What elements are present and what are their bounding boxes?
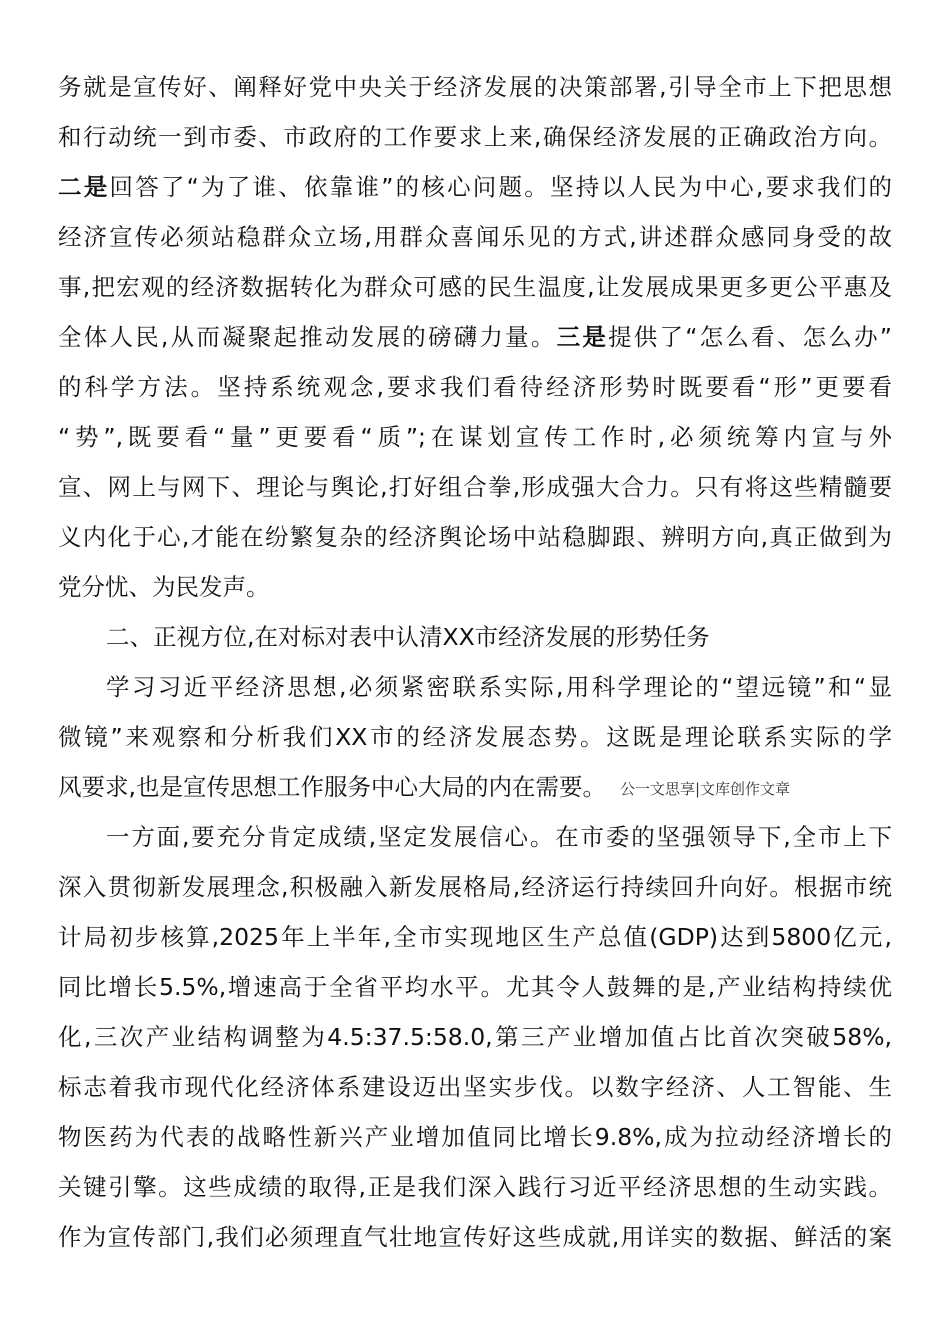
- paragraph-text: 全体人民,从而凝聚起推动发展的磅礴力量。: [58, 323, 557, 351]
- paragraph-line: 一方面,要充分肯定成绩,坚定发展信心。在市委的坚强领导下,全市上下: [106, 823, 892, 851]
- paragraph-line: 宣、网上与网下、理论与舆论,打好组合拳,形成强大合力。只有将这些精髓要: [58, 473, 892, 501]
- paragraph-line: 义内化于心,才能在纷繁复杂的经济舆论场中站稳脚跟、辨明方向,真正做到为: [58, 523, 892, 551]
- paragraph-line: 物医药为代表的战略性新兴产业增加值同比增长9.8%,成为拉动经济增长的: [58, 1123, 892, 1151]
- paragraph-text: 提供了“怎么看、怎么办”: [608, 323, 892, 351]
- paragraph-line: [58, 767, 892, 807]
- paragraph-line: 关键引擎。这些成绩的取得,正是我们深入践行习近平经济思想的生动实践。: [58, 1173, 892, 1201]
- bold-marker-two: 二是: [58, 173, 110, 201]
- paragraph-line: 标志着我市现代化经济体系建设迈出坚实步伐。以数字经济、人工智能、生: [58, 1073, 892, 1101]
- paragraph-line: 计局初步核算,2025年上半年,全市实现地区生产总值(GDP)达到5800亿元,: [58, 923, 892, 951]
- paragraph-line: 事,把宏观的经济数据转化为群众可感的民生温度,让发展成果更多更公平惠及: [58, 273, 892, 301]
- paragraph-line: 深入贯彻新发展理念,积极融入新发展格局,经济运行持续回升向好。根据市统: [58, 873, 892, 901]
- watermark-text: 公一文思享|文库创作文章: [619, 780, 791, 798]
- paragraph-line: 作为宣传部门,我们必须理直气壮地宣传好这些成就,用详实的数据、鲜活的案: [58, 1223, 892, 1251]
- paragraph-line: 同比增长5.5%,增速高于全省平均水平。尤其令人鼓舞的是,产业结构持续优: [58, 973, 892, 1001]
- paragraph-line: 经济宣传必须站稳群众立场,用群众喜闻乐见的方式,讲述群众感同身受的故: [58, 223, 892, 251]
- paragraph-line: 党分忧、为民发声。: [58, 573, 270, 601]
- paragraph-line: [58, 167, 892, 207]
- section-heading: 二、正视方位,在对标对表中认清XX市经济发展的形势任务: [106, 623, 710, 651]
- bold-marker-three: 三是: [556, 323, 609, 351]
- paragraph-line: 和行动统一到市委、市政府的工作要求上来,确保经济发展的正确政治方向。: [58, 123, 892, 151]
- paragraph-line: 化,三次产业结构调整为4.5:37.5:58.0,第三产业增加值占比首次突破58%,: [58, 1023, 892, 1051]
- paragraph-line: 微镜”来观察和分析我们XX市的经济发展态势。这既是理论联系实际的学: [58, 723, 892, 751]
- paragraph-text: 回答了“为了谁、依靠谁”的核心问题。坚持以人民为中心,要求我们的: [109, 173, 892, 201]
- paragraph-line: 的科学方法。坚持系统观念,要求我们看待经济形势时既要看“形”更要看: [58, 373, 892, 401]
- paragraph-line: “势”,既要看“量”更要看“质”;在谋划宣传工作时,必须统筹内宣与外: [58, 423, 892, 451]
- paragraph-line: [58, 317, 892, 357]
- paragraph-line: 务就是宣传好、阐释好党中央关于经济发展的决策部署,引导全市上下把思想: [58, 73, 892, 101]
- paragraph-line: 学习习近平经济思想,必须紧密联系实际,用科学理论的“望远镜”和“显: [106, 673, 892, 701]
- paragraph-text: 风要求,也是宣传思想工作服务中心大局的内在需要。: [58, 773, 606, 801]
